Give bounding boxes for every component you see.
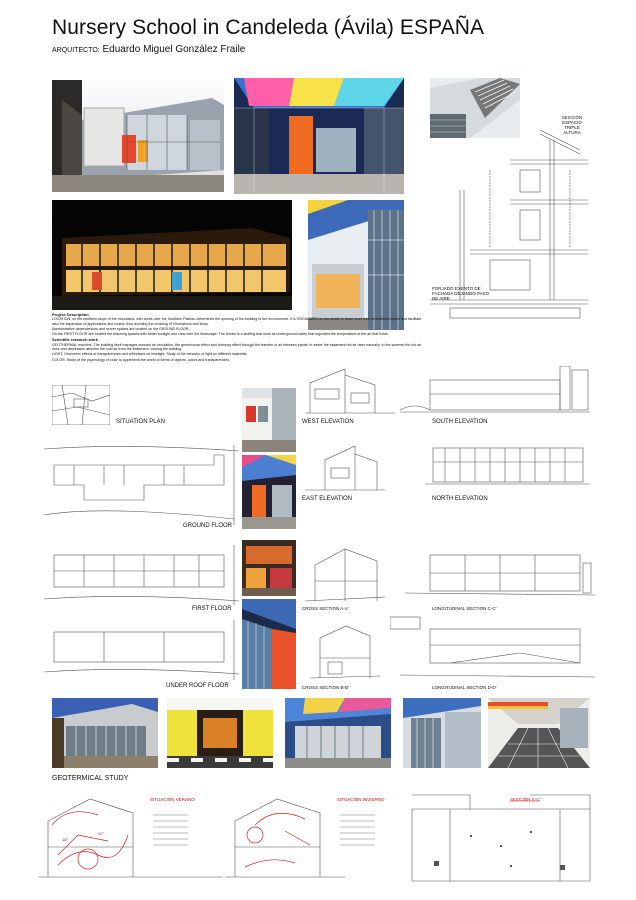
research-heading: Scientific research work [52,337,99,343]
architect-line [52,44,245,55]
first-floor-plan-drawing [44,545,239,605]
page-title: Nursery School in Candeleda (Ávila) ESPAÑA [52,16,485,39]
photo-bottom-4 [403,698,481,768]
section-triple-height-label: SECCIÓN ESPACIO TRIPLE ALTURA [561,115,583,135]
west-elevation-label: WEST ELEVATION [302,419,354,425]
project-description [52,313,424,363]
cross-section-aa-label: CROSS SECTION A-A' [302,606,349,611]
cross-section-aa-drawing [305,545,385,603]
north-elevation-label: NORTH ELEVATION [432,496,488,502]
photo-bottom-5 [488,698,590,768]
geothermal-section-cc-label: SECCIÓN C-C' [510,797,541,802]
photo-strip-4 [242,599,296,689]
longitudinal-section-cc-label: LONGITUDINAL SECTION C-C' [432,606,497,611]
longitudinal-section-cc-drawing [405,545,595,603]
research-paragraph-1: GEOTHERMAL machine. The building itself manages crossed air circulation, the greenhouse effect and chimney effect through the transfer of air between plants: in winter the basement hot air rises naturally; in the summer the hot air rises and depression absorbs the cold air from the basement, cooling the building. [52,342,422,352]
east-elevation-drawing [305,440,385,492]
situation-plan-label: SITUATION PLAN [116,419,165,425]
geothermal-summer-drawing [38,785,223,885]
east-elevation-label: EAST ELEVATION [302,496,353,502]
photo-exterior-day [52,80,224,192]
ground-floor-plan-drawing [44,445,239,525]
cross-section-bb-label: CROSS SECTION B-B' [302,685,349,690]
project-paragraph-1: LOCATION, on the southern slope of the mountains, with views over the Southern Plateau determines the opening of the building to the environment. It is ORGANIZED on two levels to leave more free recreational space and facilitate also the separation of applications and routes, thus avoiding the crossing of Circulations and flows. [52,317,422,326]
geothermal-section-cc-drawing [410,785,600,885]
photo-exterior-night [52,200,292,310]
project-paragraph-2: Administrative dependencies and server spaces are located on the GROUND FLOOR. [52,326,190,331]
cross-section-bb-drawing [310,620,380,680]
photo-bottom-1 [52,698,158,768]
photo-roof-grille [430,78,520,138]
geothermal-summer-label: SITUACIÓN VERANO [150,797,195,802]
south-elevation-label: SOUTH ELEVATION [432,419,488,425]
geothermal-winter-label: SITUACIÓN INVIERNO [337,797,385,802]
photo-strip-3 [242,532,296,596]
under-roof-floor-label: UNDER ROOF FLOOR [166,683,229,689]
ground-floor-label: GROUND FLOOR [183,523,233,529]
north-elevation-drawing [425,440,590,490]
geothermal-study-heading: GEOTERMICAL STUDY [52,775,129,782]
photo-colored-courtyard [234,78,404,194]
west-elevation-drawing [305,365,395,415]
photo-strip-1 [242,388,296,452]
photo-bottom-2 [167,698,273,768]
situation-plan-drawing [52,385,110,425]
architect-name: Eduardo Miguel González Fraile [102,44,246,55]
photo-bottom-3 [285,698,391,768]
svg-text:12°: 12° [98,831,105,836]
longitudinal-section-dd-label: LONGITUDINAL SECTION D-D' [432,685,497,690]
svg-text:18°: 18° [62,837,69,842]
under-roof-plan-drawing [44,620,239,680]
research-paragraph-2: LIGHT. Geometric effects of transparencies and reflections on limelight. Study of the behavior of light on different materials. [52,352,248,357]
photo-facade-detail [308,200,404,330]
project-heading: Project Description [52,312,89,317]
south-elevation-drawing [400,366,590,416]
longitudinal-section-dd-drawing [390,615,595,681]
architect-label: ARQUITECTO: [52,47,100,54]
first-floor-label: FIRST FLOOR [192,606,232,612]
research-paragraph-3: COLOR. Study of the psychology of color to apprehend the world of forms of objects, colors and transparencies. [52,357,230,362]
photo-strip-2 [242,455,296,529]
forjado-label: FORJADO EXENTO DE FACHADA DEJANDO PASO DE AIRE [432,286,490,301]
project-paragraph-3: On the FIRST FLOOR are located the teaching spaces with better sunlight and view over the landscape. The terrain is a stuffing that work as underground cavity that regulates the temperature of the air that holds. [52,332,389,337]
